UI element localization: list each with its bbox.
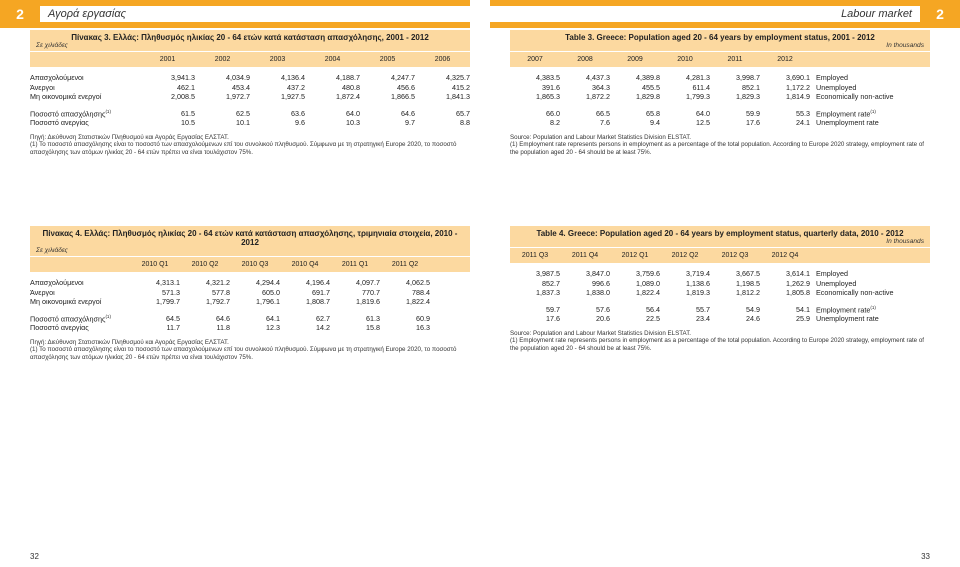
left-page-header xyxy=(0,0,470,28)
table-cell: 3,847.0 xyxy=(586,269,610,279)
row-label xyxy=(30,288,130,297)
row-label-text: Employment rate xyxy=(816,108,871,118)
table-cell: 1,819.6 xyxy=(356,297,380,307)
table-row xyxy=(30,118,470,128)
footnote: (1) Το ποσοστό απασχόλησης είναι το ποσοστό των απασχολούμενων επί του συνολικού πληθυσμού. Σύμφωνα με τη στρατηγική Europe 2020, το ποσοστό απασχόλησης των ατόμων ηλικίας 20 - 64 ετών πρέπει να είναι τουλάχιστον 75%. xyxy=(30,141,457,156)
table-cell: 1,819.3 xyxy=(686,288,710,298)
row-label xyxy=(30,297,130,306)
table-cell: 455.5 xyxy=(642,82,660,92)
table-cell: 1,198.5 xyxy=(736,278,760,288)
column-period: 2010 Q2 xyxy=(191,261,219,268)
table-cell: 577.8 xyxy=(212,287,230,297)
table-cell: 462.1 xyxy=(177,82,195,92)
table-cell: 3,987.5 xyxy=(536,269,560,279)
table-cell: 10.1 xyxy=(236,118,250,128)
column-period: 2012 Q4 xyxy=(771,252,799,259)
table-cell: 10.3 xyxy=(346,118,360,128)
column-year: 2003 xyxy=(269,56,286,63)
column-year: 2012 xyxy=(777,56,793,63)
table-cell: 3,719.4 xyxy=(686,269,710,279)
table-cell: 16.3 xyxy=(416,323,430,333)
footnote-marker: (1) xyxy=(870,108,876,114)
table-cell: 59.9 xyxy=(746,108,760,118)
table-cell: 55.3 xyxy=(796,108,810,118)
table-cell: 4,321.2 xyxy=(206,278,230,288)
source-note: Source: Population and Labour Market Statistics Division ELSTAT. xyxy=(510,329,692,337)
table-cell: 4,281.3 xyxy=(686,73,710,83)
table-cell: 1,822.4 xyxy=(636,288,660,298)
table-4-english-body xyxy=(510,269,930,352)
right-chapter-number: 2 xyxy=(920,0,960,28)
table-cell: 25.9 xyxy=(796,314,810,324)
table-cell: 24.1 xyxy=(796,118,810,128)
table-3-english-unit: In thousands xyxy=(886,42,924,49)
table-4-english-title-box xyxy=(510,226,930,247)
table-row xyxy=(30,297,470,307)
footnote-marker: (1) xyxy=(870,304,876,310)
table-cell: 17.6 xyxy=(546,314,560,324)
table-cell: 1,872.4 xyxy=(336,92,360,102)
table-cell: 4,097.7 xyxy=(356,278,380,288)
table-cell: 1,796.1 xyxy=(256,297,280,307)
row-label xyxy=(810,118,930,127)
column-year: 2008 xyxy=(577,56,593,63)
table-cell: 65.7 xyxy=(456,108,470,118)
table-cell: 66.0 xyxy=(546,108,560,118)
row-label-text: Employment rate xyxy=(816,304,871,314)
table-cell: 54.9 xyxy=(746,304,760,314)
table-cell: 4,389.8 xyxy=(636,73,660,83)
table-cell: 1,927.5 xyxy=(281,92,305,102)
table-cell: 415.2 xyxy=(452,82,470,92)
table-cell: 55.7 xyxy=(696,304,710,314)
table-cell: 12.5 xyxy=(696,118,710,128)
table-cell: 1,829.8 xyxy=(636,92,660,102)
row-label-text: Unemployment rate xyxy=(816,314,879,324)
table-cell: 1,865.3 xyxy=(536,92,560,102)
table-cell: 1,837.3 xyxy=(536,288,560,298)
table-cell: 3,941.3 xyxy=(171,73,195,83)
row-label-text: Ποσοστό ανεργίας xyxy=(30,118,89,128)
table-3-english xyxy=(510,30,930,156)
table-cell: 4,034.9 xyxy=(226,73,250,83)
table-cell: 54.1 xyxy=(796,304,810,314)
table-cell: 1,822.4 xyxy=(406,297,430,307)
table-cell: 1,792.7 xyxy=(206,297,230,307)
source-note: Source: Population and Labour Market Statistics Division ELSTAT. xyxy=(510,133,692,141)
table-row xyxy=(510,73,930,83)
table-row xyxy=(510,109,930,119)
row-label-text: Unemployed xyxy=(816,82,857,92)
row-label-text: Απασχολούμενοι xyxy=(30,278,84,288)
row-label xyxy=(810,305,930,314)
column-period: 2010 Q1 xyxy=(141,261,169,268)
row-label xyxy=(30,118,140,127)
row-label-text: Employed xyxy=(816,269,848,279)
table-3-english-title: Table 3. Greece: Population aged 20 - 64 years by employment status, 2001 - 2012 xyxy=(565,33,875,42)
row-label xyxy=(810,288,930,297)
table-row xyxy=(510,92,930,102)
table-cell: 1,814.9 xyxy=(786,92,810,102)
table-cell: 4,062.5 xyxy=(406,278,430,288)
row-label xyxy=(810,109,930,118)
column-year: 2011 xyxy=(727,56,743,63)
table-cell: 66.5 xyxy=(596,108,610,118)
footnote: (1) Employment rate represents persons in employment as a percentage of the total population. According to Europe 2020 strategy, employment rate of the population aged 20 - 64 should be at least 75%. xyxy=(510,337,924,352)
table-cell: 611.4 xyxy=(692,82,710,92)
table-cell: 11.8 xyxy=(216,323,230,333)
table-cell: 480.8 xyxy=(342,82,360,92)
table-3-english-body xyxy=(510,73,930,156)
table-cell: 10.5 xyxy=(181,118,195,128)
table-4-greek-unit: Σε χιλιάδες xyxy=(36,247,68,254)
row-label-text: Economically non-active xyxy=(816,92,894,102)
table-cell: 571.3 xyxy=(162,287,180,297)
row-label xyxy=(810,73,930,82)
column-period: 2010 Q4 xyxy=(291,261,319,268)
row-label-text: Απασχολούμενοι xyxy=(30,73,84,83)
table-cell: 437.2 xyxy=(287,82,305,92)
table-cell: 56.4 xyxy=(646,304,660,314)
table-cell: 1,841.3 xyxy=(446,92,470,102)
row-label xyxy=(810,92,930,101)
table-row xyxy=(510,83,930,93)
table-cell: 1,829.3 xyxy=(736,92,760,102)
table-cell: 4,313.1 xyxy=(156,278,180,288)
table-cell: 456.6 xyxy=(397,82,415,92)
table-row xyxy=(510,305,930,315)
table-cell: 22.5 xyxy=(646,314,660,324)
table-cell: 11.7 xyxy=(166,323,180,333)
table-row xyxy=(30,278,470,288)
row-label xyxy=(810,279,930,288)
table-cell: 788.4 xyxy=(412,287,430,297)
table-4-english xyxy=(510,226,930,352)
table-3-greek-title-box xyxy=(30,30,470,51)
table-cell: 8.2 xyxy=(550,118,560,128)
column-period: 2012 Q3 xyxy=(721,252,749,259)
column-year: 2005 xyxy=(379,56,396,63)
column-period: 2011 Q2 xyxy=(391,261,419,268)
table-cell: 1,805.8 xyxy=(786,288,810,298)
table-3-greek-title: Πίνακας 3. Ελλάς: Πληθυσμός ηλικίας 20 - 64 ετών κατά κατάσταση απασχόλησης, 2001 - 2012 xyxy=(71,33,429,42)
table-cell: 2,008.5 xyxy=(171,92,195,102)
row-label-text: Unemployed xyxy=(816,278,857,288)
table-cell: 12.3 xyxy=(266,323,280,333)
column-year: 2001 xyxy=(159,56,176,63)
row-label-text: Άνεργοι xyxy=(30,82,55,92)
table-row xyxy=(510,269,930,279)
row-label-text: Ποσοστό απασχόλησης xyxy=(30,108,106,118)
table-3-english-title-box xyxy=(510,30,930,51)
row-label-text: Economically non-active xyxy=(816,288,894,298)
row-label-text: Employed xyxy=(816,73,848,83)
table-cell: 4,136.4 xyxy=(281,73,305,83)
table-row xyxy=(510,314,930,324)
left-chapter-number: 2 xyxy=(0,0,40,28)
table-cell: 852.1 xyxy=(742,82,760,92)
table-cell: 852.7 xyxy=(542,278,560,288)
table-cell: 7.6 xyxy=(600,118,610,128)
table-cell: 605.0 xyxy=(262,287,280,297)
table-cell: 9.7 xyxy=(405,118,415,128)
right-chapter-title: Labour market xyxy=(490,6,920,22)
table-cell: 1,812.2 xyxy=(736,288,760,298)
column-period: 2012 Q2 xyxy=(671,252,699,259)
row-label-text: Ποσοστό ανεργίας xyxy=(30,323,89,333)
table-cell: 59.7 xyxy=(546,304,560,314)
table-cell: 453.4 xyxy=(232,82,250,92)
table-cell: 4,294.4 xyxy=(256,278,280,288)
row-label xyxy=(810,83,930,92)
column-year: 2004 xyxy=(324,56,341,63)
table-4-english-column-header xyxy=(510,247,930,263)
table-cell: 3,998.7 xyxy=(736,73,760,83)
table-row xyxy=(30,83,470,93)
table-cell: 64.0 xyxy=(696,108,710,118)
table-cell: 1,866.5 xyxy=(391,92,415,102)
table-cell: 391.6 xyxy=(542,82,560,92)
table-3-greek-body xyxy=(30,73,470,156)
right-page-header xyxy=(490,0,960,28)
table-cell: 1,262.9 xyxy=(786,278,810,288)
table-4-greek-title: Πίνακας 4. Ελλάς: Πληθυσμός ηλικίας 20 - 64 ετών κατά κατάσταση απασχόλησης, τριμηνιαία στοιχεία, 2010 - 2012 xyxy=(42,229,458,247)
table-cell: 4,196.4 xyxy=(306,278,330,288)
footnote: (1) Το ποσοστό απασχόλησης είναι το ποσοστό των απασχολούμενων επί του συνολικού πληθυσμού. Σύμφωνα με τη στρατηγική Europe 2020, το ποσοστό απασχόλησης των ατόμων ηλικίας 20 - 64 ετών πρέπει να είναι τουλάχιστον 75%. xyxy=(30,346,457,361)
table-cell: 60.9 xyxy=(416,313,430,323)
footnote: (1) Employment rate represents persons in employment as a percentage of the total population. According to Europe 2020 strategy, employment rate of the population aged 20 - 64 should be at least 75%. xyxy=(510,141,924,156)
footnote-marker: (1) xyxy=(105,108,111,114)
table-cell: 64.0 xyxy=(346,108,360,118)
table-cell: 63.6 xyxy=(291,108,305,118)
table-cell: 17.6 xyxy=(746,118,760,128)
table-cell: 64.6 xyxy=(216,313,230,323)
table-cell: 4,247.7 xyxy=(391,73,415,83)
column-year: 2002 xyxy=(214,56,231,63)
table-cell: 4,188.7 xyxy=(336,73,360,83)
table-cell: 9.4 xyxy=(650,118,660,128)
row-label xyxy=(30,83,140,92)
table-cell: 4,437.3 xyxy=(586,73,610,83)
table-cell: 62.5 xyxy=(236,108,250,118)
row-label xyxy=(30,109,140,118)
row-label-text: Άνεργοι xyxy=(30,287,55,297)
table-cell: 3,759.6 xyxy=(636,269,660,279)
table-cell: 3,667.5 xyxy=(736,269,760,279)
table-cell: 1,872.2 xyxy=(586,92,610,102)
table-cell: 1,799.3 xyxy=(686,92,710,102)
table-cell: 62.7 xyxy=(316,313,330,323)
table-cell: 4,383.5 xyxy=(536,73,560,83)
table-4-greek-body xyxy=(30,278,470,361)
left-chapter-title: Αγορά εργασίας xyxy=(40,6,470,22)
column-year: 2009 xyxy=(627,56,643,63)
footnote-marker: (1) xyxy=(105,313,111,319)
table-row xyxy=(30,73,470,83)
table-3-greek xyxy=(30,30,470,156)
table-cell: 691.7 xyxy=(312,287,330,297)
row-label xyxy=(810,269,930,278)
table-row xyxy=(510,279,930,289)
table-cell: 1,808.7 xyxy=(306,297,330,307)
table-3-english-column-header xyxy=(510,51,930,67)
table-cell: 8.8 xyxy=(460,118,470,128)
row-label xyxy=(30,323,130,332)
table-row xyxy=(30,92,470,102)
right-page-number: 33 xyxy=(921,552,930,561)
table-row xyxy=(30,109,470,119)
table-cell: 1,089.0 xyxy=(636,278,660,288)
table-cell: 1,138.6 xyxy=(686,278,710,288)
table-row xyxy=(510,118,930,128)
table-cell: 364.3 xyxy=(592,82,610,92)
table-cell: 15.8 xyxy=(366,323,380,333)
row-label xyxy=(30,314,130,323)
column-year: 2007 xyxy=(527,56,543,63)
source-note: Πηγή: Διεύθυνση Στατιστικών Πληθυσμού και Αγοράς Εργασίας ΕΛΣΤΑΤ. xyxy=(30,133,229,141)
table-cell: 1,972.7 xyxy=(226,92,250,102)
table-cell: 24.6 xyxy=(746,314,760,324)
row-label-text: Unemployment rate xyxy=(816,118,879,128)
table-row xyxy=(510,288,930,298)
row-label xyxy=(30,92,140,101)
table-cell: 65.8 xyxy=(646,108,660,118)
row-label xyxy=(30,73,140,82)
table-cell: 1,838.0 xyxy=(586,288,610,298)
table-cell: 996.6 xyxy=(592,278,610,288)
table-cell: 14.2 xyxy=(316,323,330,333)
table-4-greek xyxy=(30,226,470,361)
column-year: 2010 xyxy=(677,56,693,63)
table-4-greek-column-header xyxy=(30,256,470,272)
table-cell: 4,325.7 xyxy=(446,73,470,83)
row-label-text: Ποσοστό απασχόλησης xyxy=(30,313,106,323)
table-cell: 20.6 xyxy=(596,314,610,324)
table-4-greek-title-box xyxy=(30,226,470,256)
row-label-text: Μη οικονομικά ενεργοί xyxy=(30,297,102,307)
table-cell: 770.7 xyxy=(362,287,380,297)
row-label xyxy=(30,278,130,287)
column-period: 2011 Q1 xyxy=(341,261,369,268)
column-period: 2012 Q1 xyxy=(621,252,649,259)
column-period: 2010 Q3 xyxy=(241,261,269,268)
table-row xyxy=(30,314,470,324)
table-cell: 3,690.1 xyxy=(786,73,810,83)
source-note: Πηγή: Διεύθυνση Στατιστικών Πληθυσμού και Αγοράς Εργασίας ΕΛΣΤΑΤ. xyxy=(30,338,229,346)
table-row xyxy=(30,288,470,298)
table-cell: 3,614.1 xyxy=(786,269,810,279)
table-cell: 64.5 xyxy=(166,313,180,323)
table-cell: 64.1 xyxy=(266,313,280,323)
table-cell: 9.6 xyxy=(295,118,305,128)
left-page-number: 32 xyxy=(30,552,39,561)
table-3-greek-column-header xyxy=(30,51,470,67)
table-cell: 1,799.7 xyxy=(156,297,180,307)
table-row xyxy=(30,323,470,333)
column-period: 2011 Q4 xyxy=(571,252,599,259)
table-cell: 61.5 xyxy=(181,108,195,118)
row-label xyxy=(810,314,930,323)
row-label-text: Μη οικονομικά ενεργοί xyxy=(30,92,102,102)
table-cell: 23.4 xyxy=(696,314,710,324)
table-cell: 1,172.2 xyxy=(786,82,810,92)
table-3-greek-unit: Σε χιλιάδες xyxy=(36,42,68,49)
table-cell: 57.6 xyxy=(596,304,610,314)
table-cell: 61.3 xyxy=(366,313,380,323)
table-cell: 64.6 xyxy=(401,108,415,118)
column-period: 2011 Q3 xyxy=(521,252,549,259)
table-4-english-title: Table 4. Greece: Population aged 20 - 64 years by employment status, quarterly data, 2010 - 2012 xyxy=(536,229,904,238)
table-4-english-unit: In thousands xyxy=(886,238,924,245)
column-year: 2006 xyxy=(434,56,451,63)
